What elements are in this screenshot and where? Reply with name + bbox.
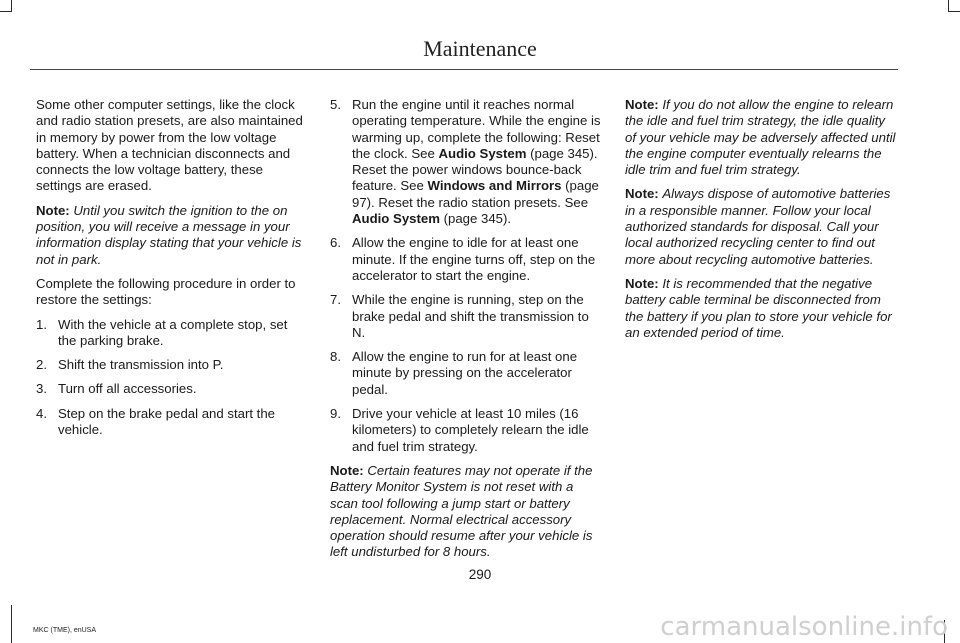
note-text: If you do not allow the engine to relearn the idle and fuel trim strategy, the idle quality of your vehicle may be adversely affected until the engine computer eventually relearns the idle trim and fuel trim strategy.: [625, 97, 896, 178]
procedure-list: [36, 317, 308, 439]
crop-mark: [0, 11, 12, 12]
step-number: 2.: [36, 357, 47, 373]
list-item: [36, 406, 308, 439]
cross-reference-link[interactable]: Audio System: [438, 145, 527, 161]
column-left: [36, 97, 308, 446]
cross-reference-link[interactable]: Audio System: [352, 211, 440, 227]
body-paragraph: Complete the following procedure in order to restore the settings:: [36, 275, 296, 308]
cross-reference-link[interactable]: Windows and Mirrors: [427, 178, 562, 194]
step-text: Run the engine until it reaches normal operating temperature. While the engine is warming up, complete the following: Reset the clock. See: [352, 97, 601, 161]
list-item: [36, 357, 308, 373]
watermark: carmanualsonline.info: [660, 612, 948, 642]
note-label: Note:: [625, 97, 659, 112]
list-item: [330, 235, 602, 284]
step-number: 3.: [36, 381, 47, 397]
note-text: Always dispose of automotive batteries in a responsible manner. Follow your local authorized standards for disposal. Call your local authorized recycling center to find out more about recycling automotive batteries.: [625, 186, 891, 267]
note-label: Note:: [625, 186, 659, 202]
note-label: Note:: [36, 202, 70, 218]
document-code: MKC (TME), enUSA: [33, 627, 97, 634]
note-label: Note:: [625, 275, 659, 291]
list-item: [330, 97, 602, 227]
step-text: Shift the transmission into P.: [58, 357, 224, 373]
list-item: [330, 292, 602, 341]
list-item: [36, 317, 308, 350]
note: [625, 97, 897, 178]
note-text: It is recommended that the negative battery cable terminal be disconnected from the battery if you plan to store your vehicle for an extended period of time.: [625, 275, 892, 340]
step-text: (page 345). Reset the power windows bounce-back feature. See: [352, 145, 598, 194]
list-item: [36, 381, 308, 397]
list-item: [330, 406, 602, 455]
note: [625, 186, 897, 267]
step-number: 7.: [330, 292, 341, 308]
header-divider: [30, 69, 898, 70]
step-number: 8.: [330, 349, 341, 365]
step-number: 4.: [36, 405, 47, 421]
note-text: Until you switch the ignition to the on position, you will receive a message in your information display stating that your vehicle is not in park.: [36, 202, 302, 267]
step-text: (page 97). Reset the radio station presets. See: [352, 178, 599, 210]
note: [625, 276, 897, 341]
column-middle: [330, 97, 602, 569]
step-text: Turn off all accessories.: [58, 381, 197, 397]
step-number: 9.: [330, 406, 341, 422]
procedure-list: [330, 97, 602, 455]
step-text: Drive your vehicle at least 10 miles (16 kilometers) to completely relearn the idle and fuel trim strategy.: [352, 406, 589, 454]
step-text: Allow the engine to idle for at least one minute. If the engine turns off, step on the accelerator to start the engine.: [352, 235, 596, 283]
body-paragraph: Some other computer settings, like the clock and radio station presets, are also maintained in memory by power from the low voltage battery. When a technician disconnects and connects the low voltage battery, these settings are erased.: [36, 97, 303, 194]
page-number: 290: [468, 567, 492, 582]
note-label: Note:: [330, 462, 364, 478]
note-text: Certain features may not operate if the Battery Monitor System is not reset with a scan tool following a jump start or battery replacement. Normal electrical accessory operation should resume after your vehicle is left undisturbed for 8 hours.: [330, 462, 593, 560]
step-text: (page 345).: [439, 211, 512, 227]
step-number: 1.: [36, 316, 47, 332]
list-item: [330, 349, 602, 398]
step-text: Step on the brake pedal and start the vehicle.: [58, 405, 276, 438]
crop-mark: [11, 605, 12, 643]
step-number: 5.: [330, 97, 341, 112]
crop-mark: [948, 11, 960, 12]
page-title: Maintenance: [423, 36, 537, 61]
step-number: 6.: [330, 235, 341, 251]
column-right: [625, 97, 897, 349]
step-text: With the vehicle at a complete stop, set the parking brake.: [58, 316, 288, 348]
step-text: While the engine is running, step on the brake pedal and shift the transmission to N.: [352, 292, 589, 340]
note: [36, 203, 308, 268]
note: [330, 463, 602, 561]
step-text: Allow the engine to run for at least one minute by pressing on the accelerator pedal.: [352, 349, 578, 397]
